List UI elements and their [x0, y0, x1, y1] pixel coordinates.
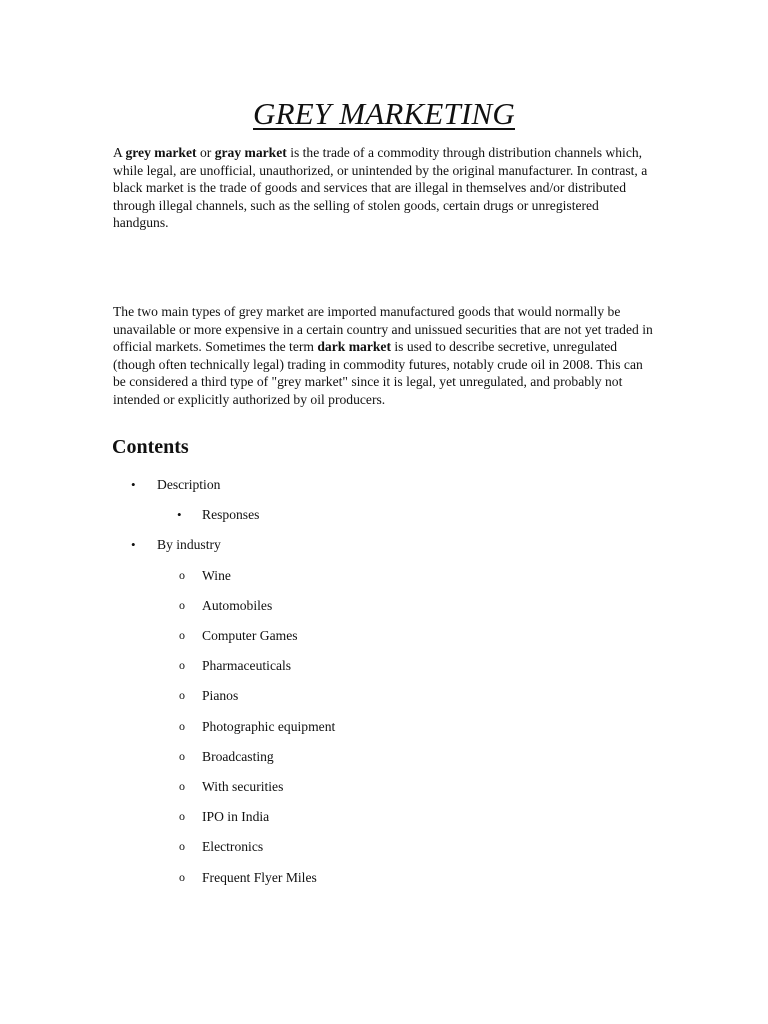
circle-bullet-icon: o: [179, 719, 185, 733]
types-paragraph: [113, 303, 657, 408]
bold-term: grey market: [125, 145, 197, 160]
circle-bullet-icon: o: [179, 658, 185, 672]
circle-bullet-icon: o: [179, 870, 185, 884]
intro-paragraph: [113, 144, 657, 232]
toc-item: Automobiles: [202, 598, 273, 613]
paragraph-text: or: [196, 145, 215, 160]
toc-item: Photographic equipment: [202, 719, 336, 734]
toc-item: Responses: [202, 507, 260, 522]
circle-bullet-icon: o: [179, 809, 185, 823]
circle-bullet-icon: o: [179, 839, 185, 853]
toc-item: Broadcasting: [202, 749, 274, 764]
paragraph-text: The two main types of grey market are imported manufactured goods that would normally be unavailable or more expensive in a certain country and unissued securities that are not yet traded in official markets. Sometimes the term: [113, 304, 653, 354]
toc-item: Pharmaceuticals: [202, 658, 292, 673]
circle-bullet-icon: o: [179, 628, 185, 642]
toc-item: With securities: [202, 779, 284, 794]
paragraph-text: is the trade of a commodity through distribution channels which, while legal, are unofficial, unauthorized, or unintended by the original manufacturer. In contrast, a black market is the trade of goods and services that are illegal in themselves and/or distributed through illegal channels, such as the selling of stolen goods, certain drugs or unregistered handguns.: [113, 145, 648, 230]
bullet-icon: [131, 536, 136, 553]
bold-term: dark market: [317, 339, 391, 354]
toc-item: Wine: [202, 568, 231, 583]
circle-bullet-icon: o: [179, 568, 185, 582]
toc-item: Frequent Flyer Miles: [202, 870, 317, 885]
document-title: GREY MARKETING: [253, 96, 515, 131]
toc-item: By industry: [157, 537, 221, 552]
toc-item: Description: [157, 477, 221, 492]
circle-bullet-icon: o: [179, 779, 185, 793]
toc-item: IPO in India: [202, 809, 270, 824]
bullet-icon: [131, 476, 136, 493]
bullet-icon: [177, 506, 182, 523]
toc-item: Electronics: [202, 839, 264, 854]
paragraph-text: A: [113, 145, 126, 160]
circle-bullet-icon: o: [179, 749, 185, 763]
bold-term: gray market: [214, 145, 287, 160]
toc-item: Pianos: [202, 688, 239, 703]
circle-bullet-icon: o: [179, 688, 185, 702]
circle-bullet-icon: o: [179, 598, 185, 612]
paragraph-text: is used to describe secretive, unregulated (though often technically legal) trading in commodity futures, notably crude oil in 2008. This can be considered a third type of "grey market" since it is legal, yet unregulated, and probably not intended or explicitly authorized by oil producers.: [113, 339, 643, 407]
toc-item: Computer Games: [202, 628, 298, 643]
contents-heading: Contents: [112, 436, 189, 458]
